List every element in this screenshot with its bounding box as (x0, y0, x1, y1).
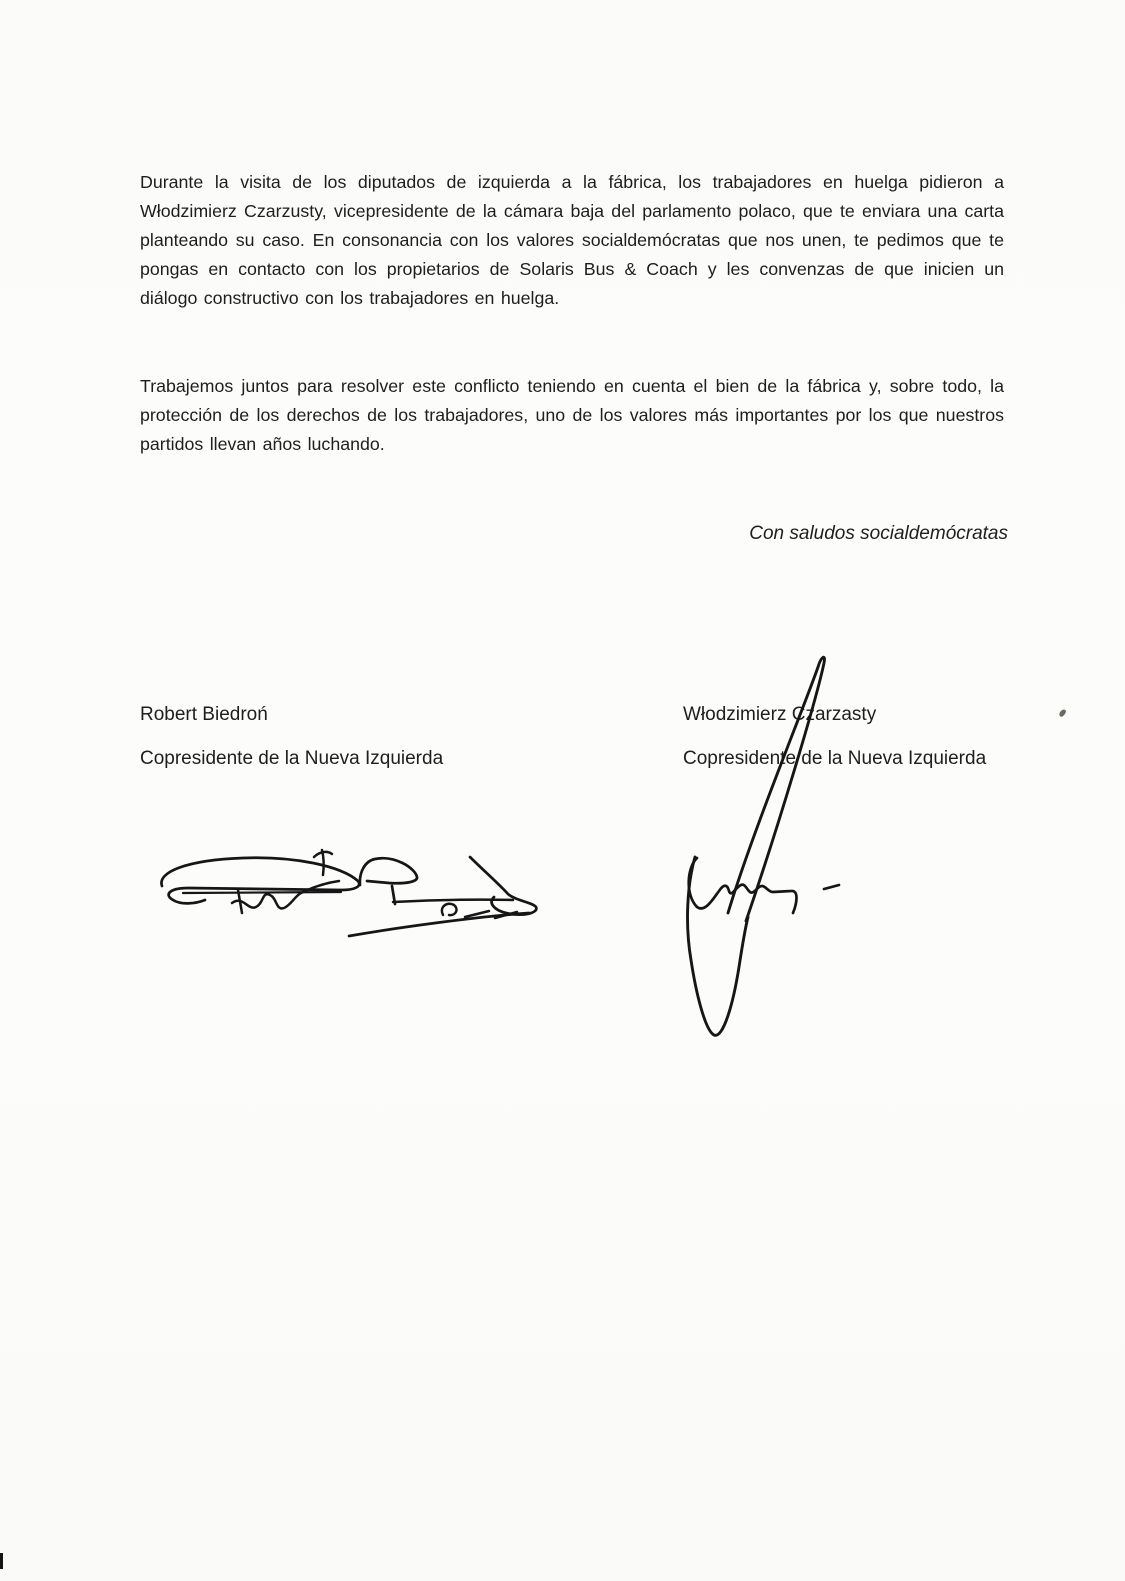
closing-salutation: Con saludos socialdemócratas (749, 523, 1008, 544)
letter-paragraph-1: Durante la visita de los diputados de izquierda a la fábrica, los trabajadores en huelga pidieron a Włodzimierz Czarzusty, vicepresidente de la cámara baja del parlamento polaco, que te enviara una carta planteando su caso. En consonancia con los valores socialdemócratas que nos unen, te pedimos que te pongas en contacto con los propietarios de Solaris Bus & Coach y les convenzas de que inicien un diálogo constructivo con los trabajadores en huelga. (140, 172, 1004, 308)
signatory-name-robert-biedron: Robert Biedroń (140, 704, 268, 725)
letter-paragraph-2: Trabajemos juntos para resolver este conflicto teniendo en cuenta el bien de la fábrica y, sobre todo, la protección de los derechos de los trabajadores, uno de los valores más importantes por los que nuestros partidos llevan años luchando. (140, 376, 1004, 454)
ink-speck-artifact (1058, 708, 1067, 717)
scan-edge-artifact (0, 1553, 3, 1569)
signatory-name-wlodzimierz-czarzasty: Włodzimierz Czarzasty (683, 704, 877, 725)
signatory-title-robert-biedron: Copresidente de la Nueva Izquierda (140, 748, 444, 769)
robert-biedron-signature-icon (143, 826, 543, 940)
signatory-title-wlodzimierz-czarzasty: Copresidente de la Nueva Izquierda (683, 748, 987, 769)
